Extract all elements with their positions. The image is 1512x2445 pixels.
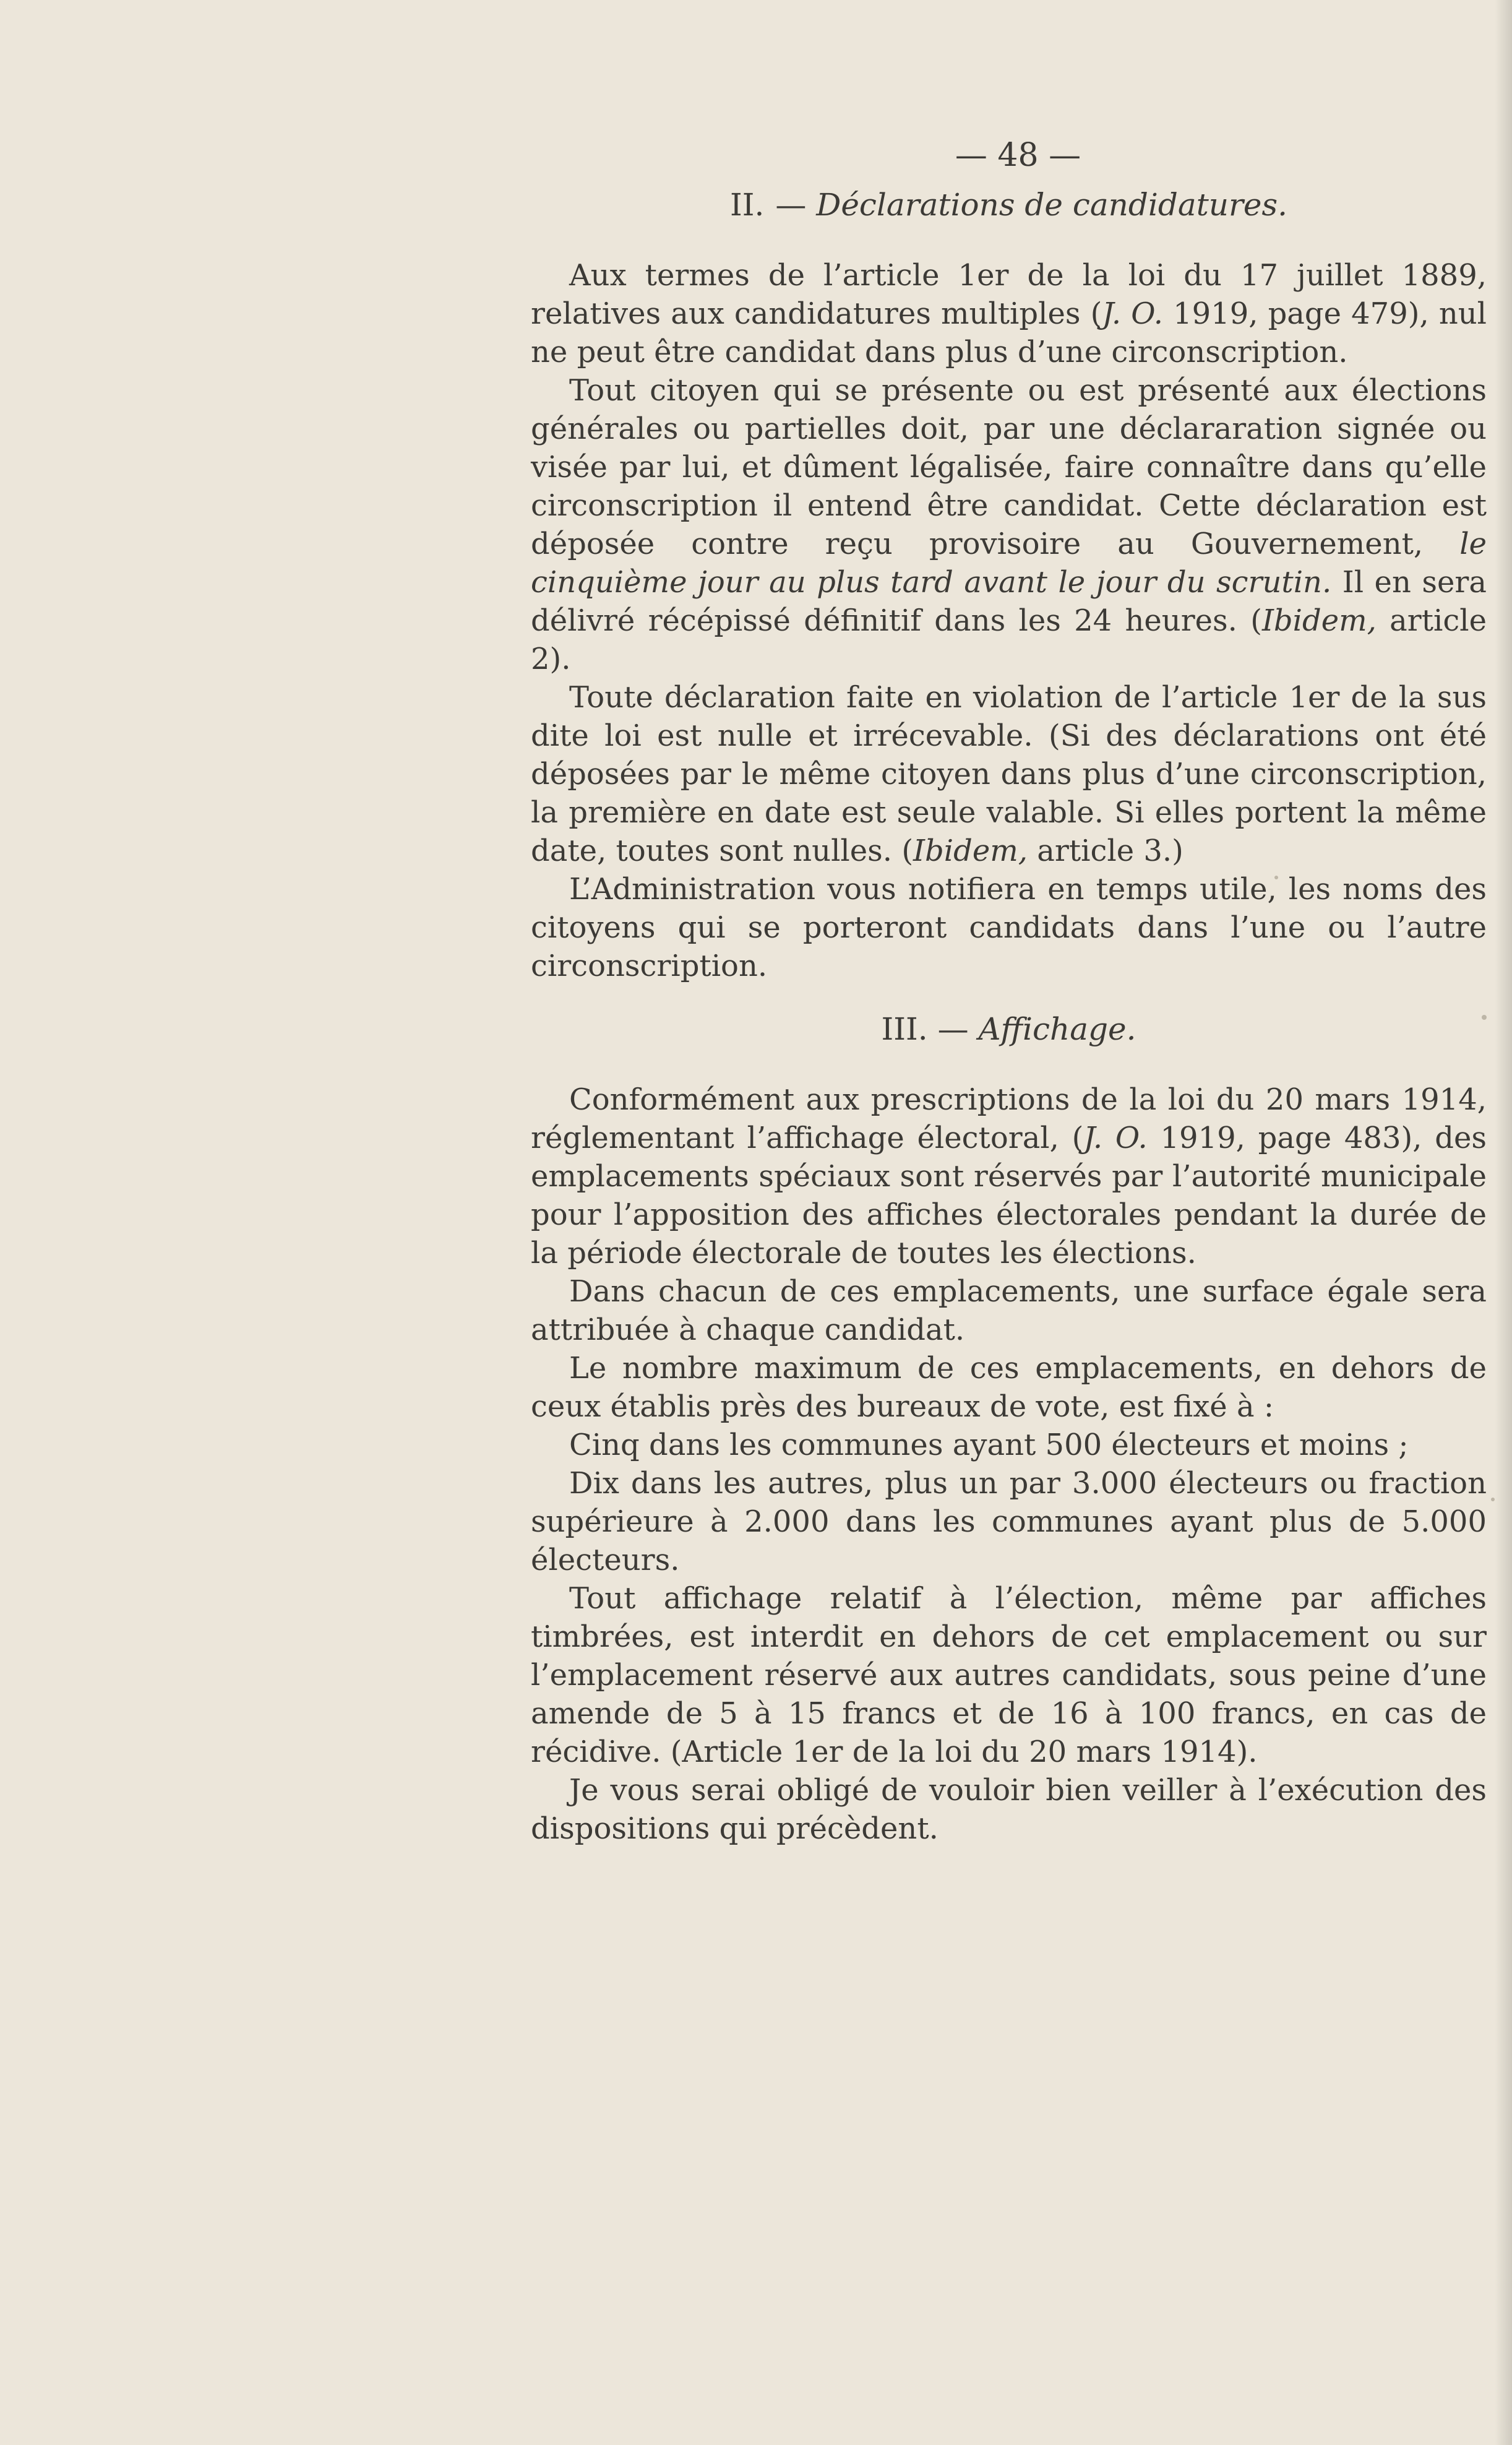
citation-italic: J. O. bbox=[1102, 296, 1163, 331]
paragraph-text: Le nombre maximum de ces emplacements, en dehors de ceux établis près des bureaux de vote, est fixé à : bbox=[531, 1351, 1487, 1424]
paper-speck bbox=[1491, 1498, 1495, 1501]
paragraph-text: article 2). bbox=[531, 603, 1487, 676]
section-numeral: II. bbox=[729, 187, 765, 223]
section-title: Affichage. bbox=[978, 1011, 1136, 1047]
section-dash: — bbox=[937, 1011, 969, 1047]
paragraph-text: 1919, page 479), nul ne peut être candidat dans plus d’une circonscription. bbox=[531, 296, 1487, 369]
paragraph-text: Tout citoyen qui se présente ou est présenté aux élections générales ou partielles doit, par une déclararation signée ou visée par lui, et dûment légalisée, faire connaître dans qu’elle circonscription il entend être candidat. Cette déclaration est déposée contre reçu provisoire au Gouvernement, bbox=[531, 373, 1487, 561]
paragraph bbox=[531, 371, 1487, 678]
page-edge-shadow bbox=[1495, 0, 1512, 2445]
paragraph-text: Dans chacun de ces emplacements, une surface égale sera attribuée à chaque candidat. bbox=[531, 1274, 1487, 1347]
paragraph-text: 1919, page 483), des emplacements spéciaux sont réservés par l’autorité municipale pour l’apposition des affiches électorales pendant la durée de la période électorale de toutes les élections. bbox=[531, 1121, 1487, 1270]
paragraph bbox=[531, 1464, 1487, 1579]
section-heading-3 bbox=[531, 1010, 1487, 1048]
citation-italic: Ibidem, bbox=[1261, 603, 1377, 638]
paragraph bbox=[531, 1426, 1487, 1464]
paragraph bbox=[531, 1272, 1487, 1349]
section-heading-2 bbox=[531, 186, 1487, 224]
paragraph bbox=[531, 1349, 1487, 1426]
paragraph bbox=[531, 1771, 1487, 1848]
section-numeral: III. bbox=[881, 1011, 928, 1047]
citation-italic: J. O. bbox=[1083, 1121, 1148, 1155]
section-dash: — bbox=[775, 187, 807, 223]
paragraph-text: Aux termes de l’article 1er de la loi du 17 juillet 1889, relatives aux candidatures multiples ( bbox=[531, 258, 1487, 331]
paragraph-text: Conformément aux prescriptions de la loi du 20 mars 1914, réglementant l’affichage électoral, ( bbox=[531, 1082, 1487, 1155]
paragraph-text: Cinq dans les communes ayant 500 électeurs et moins ; bbox=[569, 1428, 1409, 1462]
paragraph bbox=[531, 870, 1487, 985]
paragraph bbox=[531, 1080, 1487, 1272]
page-number: — 48 — bbox=[955, 137, 1081, 174]
paragraph-text: L’Administration vous notifiera en temps utile, les noms des citoyens qui se porteront candidats dans l’une ou l’autre circonscription. bbox=[531, 872, 1487, 983]
paragraph-text: article 3.) bbox=[1028, 834, 1183, 868]
paragraph-text: Tout affichage relatif à l’élection, même par affiches timbrées, est interdit en dehors de cet emplacement ou sur l’emplacement réservé aux autres candidats, sous peine d’une amende de 5 à 15 francs et de 16 à 100 francs, en cas de récidive. (Article 1er de la loi du 20 mars 1914). bbox=[531, 1581, 1487, 1769]
paragraph bbox=[531, 1579, 1487, 1771]
section-title: Déclarations de candidatures. bbox=[816, 187, 1288, 223]
paragraph bbox=[531, 256, 1487, 371]
citation-italic: Ibidem, bbox=[913, 834, 1028, 868]
emphasis-italic: le cinquième jour au plus tard avant le jour du scrutin. bbox=[531, 527, 1487, 600]
paragraph-text: Dix dans les autres, plus un par 3.000 électeurs ou fraction supérieure à 2.000 dans les communes ayant plus de 5.000 électeurs. bbox=[531, 1466, 1487, 1577]
text-block bbox=[531, 136, 1487, 1848]
paragraph-text: Je vous serai obligé de vouloir bien veiller à l’exécution des dispositions qui précèdent. bbox=[531, 1773, 1487, 1846]
paragraph-text: Toute déclaration faite en violation de l’article 1er de la sus dite loi est nulle et irrécevable. (Si des déclarations ont été déposées par le même citoyen dans plus d’une circonscription, la première en date est seule valable. Si elles portent la même date, toutes sont nulles. ( bbox=[531, 680, 1487, 868]
paragraph-text: Il en sera délivré récépissé définitif dans les 24 heures. ( bbox=[531, 565, 1487, 638]
paragraph bbox=[531, 678, 1487, 870]
